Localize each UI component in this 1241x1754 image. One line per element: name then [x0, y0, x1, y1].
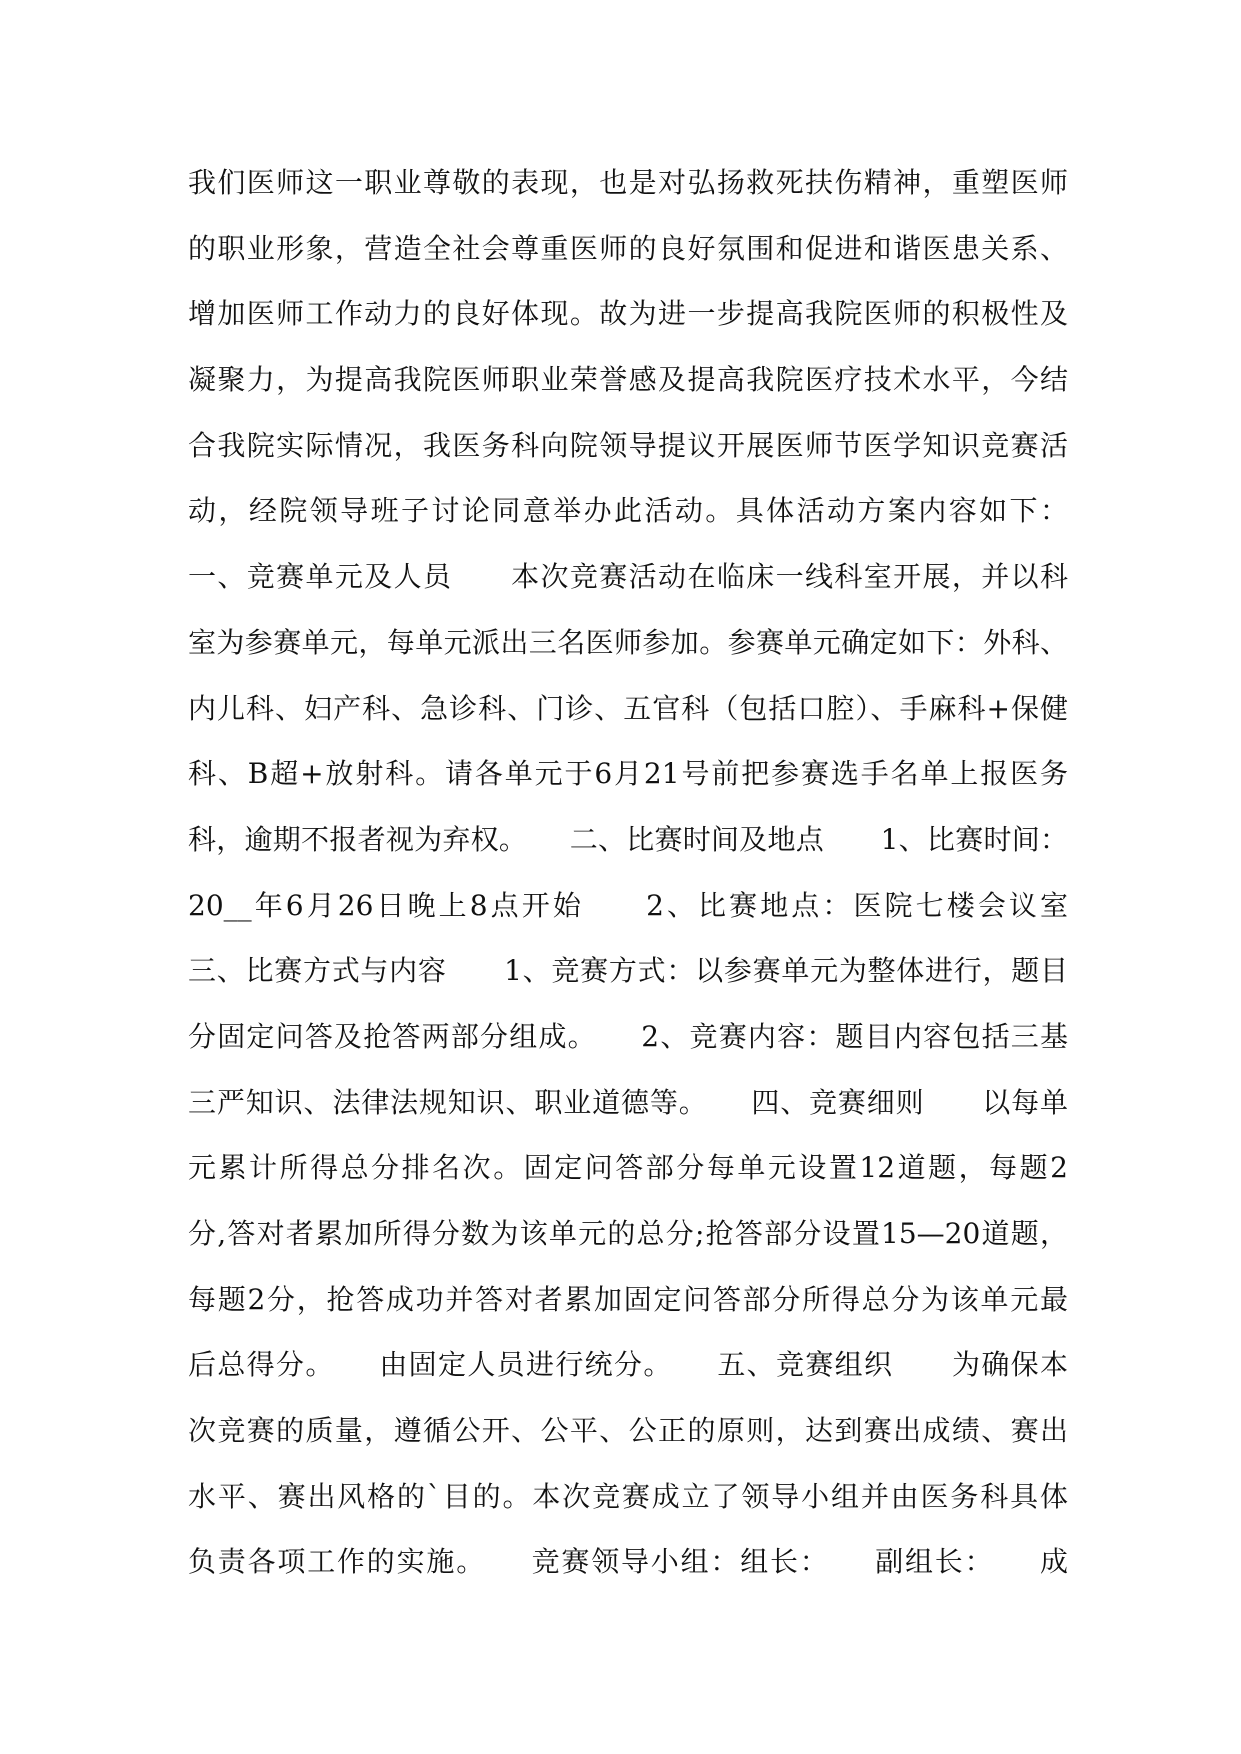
- text-line: 每题2分，抢答成功并答对者累加固定问答部分所得总分为该单元最: [188, 1282, 1068, 1316]
- text-line: 动，经院领导班子讨论同意举办此活动。具体活动方案内容如下：: [188, 494, 1068, 528]
- text-line: 内儿科、妇产科、急诊科、门诊、五官科（包括口腔）、手麻科+保健: [188, 691, 1068, 725]
- text-line: 元累计所得总分排名次。固定问答部分每单元设置12道题，每题2: [188, 1151, 1068, 1185]
- text-line: 分固定问答及抢答两部分组成。 2、竞赛内容：题目内容包括三基: [188, 1019, 1068, 1053]
- text-line: 三、比赛方式与内容 1、竞赛方式：以参赛单元为整体进行，题目: [188, 954, 1068, 988]
- text-line: 后总得分。 由固定人员进行统分。 五、竞赛组织 为确保本: [188, 1348, 1068, 1382]
- text-line: 科、B超+放射科。请各单元于6月21号前把参赛选手名单上报医务: [188, 757, 1068, 791]
- text-line: 水平、赛出风格的`目的。本次竞赛成立了领导小组并由医务科具体: [188, 1479, 1068, 1513]
- text-line: 一、竞赛单元及人员 本次竞赛活动在临床一线科室开展，并以科: [188, 560, 1068, 594]
- text-line: 三严知识、法律法规知识、职业道德等。 四、竞赛细则 以每单: [188, 1085, 1068, 1119]
- text-line: 我们医师这一职业尊敬的表现，也是对弘扬救死扶伤精神，重塑医师: [188, 166, 1068, 199]
- text-line: 凝聚力，为提高我院医师职业荣誉感及提高我院医疗技术水平，今结: [188, 363, 1068, 397]
- text-line: 室为参赛单元，每单元派出三名医师参加。参赛单元确定如下：外科、: [188, 625, 1068, 659]
- text-line: 分,答对者累加所得分数为该单元的总分;抢答部分设置15—20道题，: [188, 1217, 1068, 1250]
- text-line: 负责各项工作的实施。 竞赛领导小组：组长： 副组长： 成: [188, 1545, 1068, 1579]
- text-line: 次竞赛的质量，遵循公开、公平、公正的原则，达到赛出成绩、赛出: [188, 1414, 1068, 1448]
- text-line: 科，逾期不报者视为弃权。 二、比赛时间及地点 1、比赛时间：: [188, 822, 1068, 856]
- text-line: 增加医师工作动力的良好体现。故为进一步提高我院医师的积极性及: [188, 297, 1068, 331]
- body-text: [188, 150, 1068, 1595]
- text-line: 的职业形象，营造全社会尊重医师的良好氛围和促进和谐医患关系、: [188, 231, 1068, 265]
- text-line: 合我院实际情况，我医务科向院领导提议开展医师节医学知识竞赛活: [188, 428, 1068, 462]
- text-line: 20__年6月26日晚上8点开始 2、比赛地点：医院七楼会议室: [188, 888, 1068, 922]
